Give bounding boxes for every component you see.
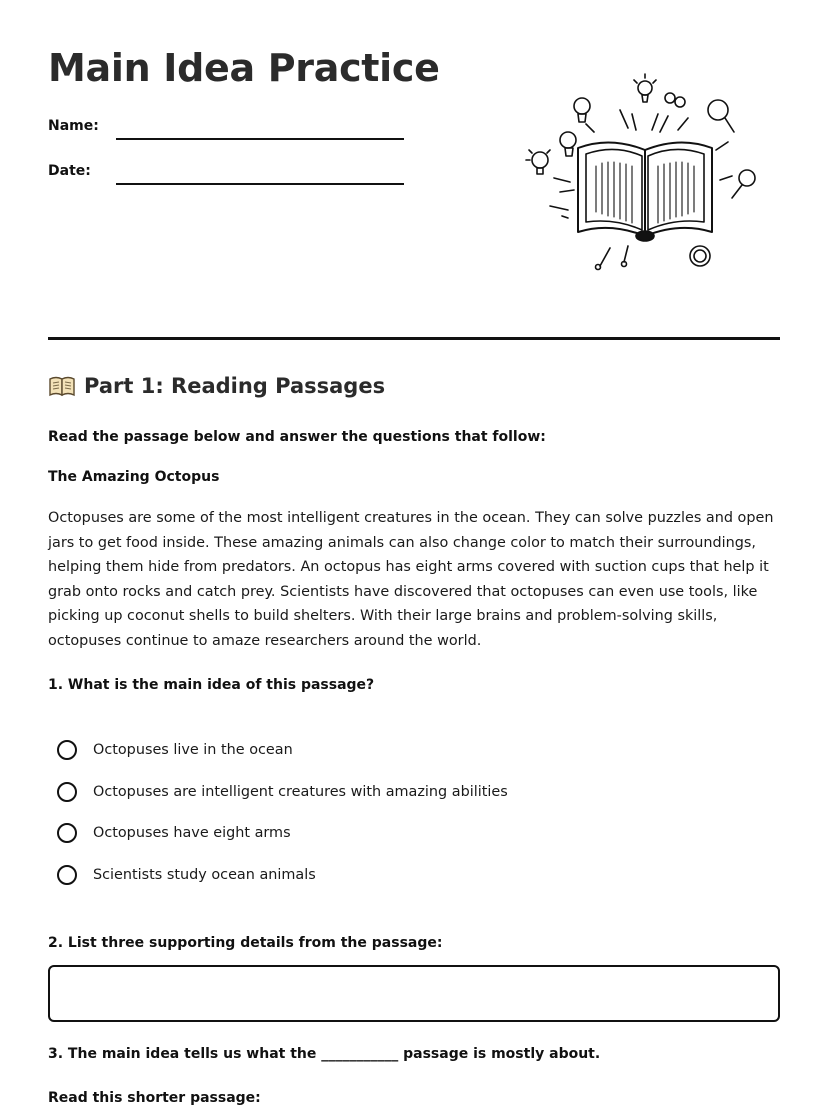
passage-title: The Amazing Octopus	[48, 469, 220, 485]
question-1: 1. What is the main idea of this passage?	[48, 677, 375, 693]
radio-button[interactable]	[57, 865, 77, 885]
open-book-illustration-icon	[520, 70, 760, 275]
question-3: 3. The main idea tells us what the ___________ passage is mostly about.	[48, 1046, 601, 1062]
name-field[interactable]	[116, 138, 404, 140]
date-label: Date:	[48, 163, 91, 179]
question-2-answer-box[interactable]	[48, 965, 780, 1022]
option-2[interactable]	[57, 780, 508, 804]
option-label: Octopuses have eight arms	[93, 825, 291, 841]
passage-text: Octopuses are some of the most intelligent creatures in the ocean. They can solve puzzles and open jars to get food inside. These amazing animals can also change color to match their surroundings, helping them hide from predators. An octopus has eight arms covered with suction cups that help it grab onto rocks and catch prey. Scientists have discovered that octopuses can even use tools, like picking up coconut shells to build shelters. With their large brains and problem-solving skills, octopuses continue to amaze researchers around the world.	[48, 510, 774, 649]
next-passage-instruction: Read this shorter passage:	[48, 1090, 261, 1106]
option-label: Scientists study ocean animals	[93, 867, 316, 883]
option-label: Octopuses are intelligent creatures with amazing abilities	[93, 784, 508, 800]
question-2: 2. List three supporting details from the passage:	[48, 935, 443, 951]
open-book-icon	[48, 375, 76, 397]
part1-heading-text: Part 1: Reading Passages	[84, 374, 386, 398]
name-label: Name:	[48, 118, 99, 134]
option-4[interactable]	[57, 863, 316, 887]
option-3[interactable]	[57, 821, 291, 845]
page-title: Main Idea Practice	[48, 46, 440, 90]
option-label: Octopuses live in the ocean	[93, 742, 293, 758]
option-1[interactable]	[57, 738, 293, 762]
date-field[interactable]	[116, 183, 404, 185]
radio-button[interactable]	[57, 740, 77, 760]
radio-button[interactable]	[57, 782, 77, 802]
section-divider	[48, 337, 780, 340]
part1-heading	[48, 374, 385, 398]
passage-instruction: Read the passage below and answer the questions that follow:	[48, 429, 546, 445]
radio-button[interactable]	[57, 823, 77, 843]
